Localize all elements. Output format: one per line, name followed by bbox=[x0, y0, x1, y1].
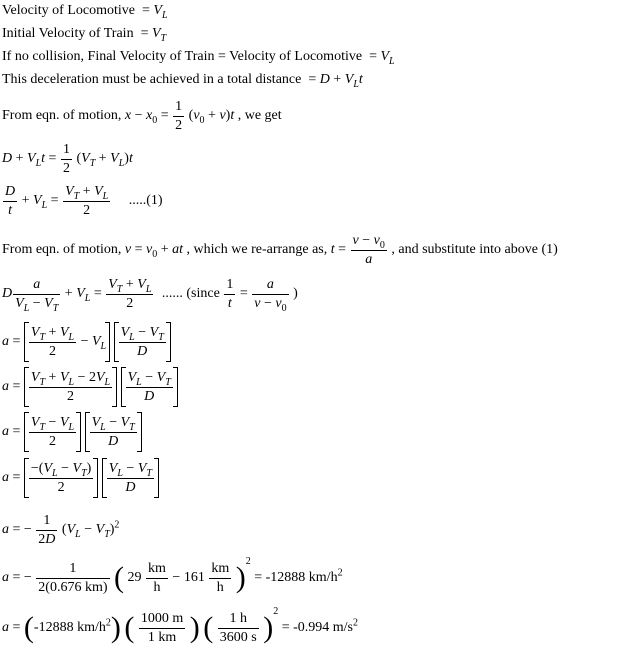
value-accel-kmh2-repeat: -12888 km/h bbox=[33, 620, 106, 635]
equation-tag: .....(1) bbox=[128, 193, 163, 208]
text-since: ...... (since bbox=[161, 286, 220, 301]
line-equation-9: D $\frac{a}{V_L - V_T}$ + $V_L$ = $\frac{V_T + V_L}{2}$ ...... (since $\frac{1}{t}$ = $\frac{a}{v - v_0}$ ) bbox=[2, 277, 298, 314]
line-equation-15: a = − $\frac{1}{2(0.676 km)}$ ( 29 $\frac{km}{h}$ − 161 $\frac{km}{h}$ )$^2$ = -12888 $km/h^2$ bbox=[2, 555, 343, 595]
text-no-collision: If no collision, Final Velocity of Train = Velocity of Locomotive bbox=[2, 49, 363, 64]
value-accel-ms2: -0.994 m/s bbox=[293, 620, 353, 635]
text-total-distance: This deceleration must be achieved in a total distance bbox=[2, 72, 302, 87]
line-eqn-motion-1: From eqn. of motion, $x - x_0$ = $\frac{1}{2}$ $(v_0 + v)t$ , we get bbox=[2, 99, 282, 133]
text-close-paren: ) bbox=[293, 286, 298, 301]
line-equation-10: a = $\frac{V_T + V_L}{2}$ − $V_L$ $\frac{V_L - V_T}{D}$ bbox=[2, 322, 171, 362]
text-velocity-locomotive: Velocity of Locomotive bbox=[2, 3, 135, 18]
value-distance: 0.676 km bbox=[49, 579, 103, 595]
unit-km-1: km bbox=[146, 560, 168, 579]
text-eqn-motion-2: From eqn. of motion, bbox=[2, 242, 122, 257]
line-eqn-motion-2: From eqn. of motion, $v = v_0$ + at , which we re-arrange as, t = $\frac{v - v_0}{a}$ , and substitute into above (1) bbox=[2, 233, 558, 267]
line-equation-12: a = $\frac{V_T - V_L}{2}$ $\frac{V_L - V_T}{D}$ bbox=[2, 412, 142, 452]
line-initial-velocity-train: Initial Velocity of Train = $V_T$ bbox=[2, 26, 167, 44]
line-velocity-locomotive: Velocity of Locomotive = $V_L$ bbox=[2, 3, 168, 21]
text-eqn-motion-1: From eqn. of motion, bbox=[2, 108, 122, 123]
text-initial-velocity-train: Initial Velocity of Train bbox=[2, 26, 134, 41]
line-equation-13: a = $\frac{-(V_L - V_T)}{2}$ $\frac{V_L - V_T}{D}$ bbox=[2, 458, 159, 498]
line-total-distance: This deceleration must be achieved in a total distance = $D + V_Lt$ bbox=[2, 72, 363, 90]
value-train-velocity: 29 bbox=[127, 570, 142, 585]
conv-1h: 1 h bbox=[218, 610, 259, 629]
value-accel-kmh2: -12888 km/h bbox=[265, 570, 338, 585]
line-equation-6: $D + V_Lt$ = $\frac{1}{2}$ $(V_T + V_L)t$ bbox=[2, 142, 133, 176]
conv-3600s: 3600 s bbox=[219, 629, 257, 645]
line-no-collision: If no collision, Final Velocity of Train = Velocity of Locomotive = $V_L$ bbox=[2, 49, 395, 67]
line-equation-11: a = $\frac{V_T + V_L - 2V_L}{2}$ $\frac{V_L - V_T}{D}$ bbox=[2, 367, 178, 407]
conv-1km: 1 km bbox=[147, 629, 177, 645]
conv-1000m: 1000 m bbox=[139, 610, 185, 629]
line-equation-16: a = (-12888 $km/h^2$) ( $\frac{1000 m}{1 km}$ ) ( $\frac{1 h}{3600 s}$ )$^2$ = -0.994 $m/s^2$ bbox=[2, 605, 358, 645]
line-equation-14: a = − $\frac{1}{2D}$ $(V_L - V_T)^2$ bbox=[2, 513, 120, 547]
text-we-get: , we get bbox=[237, 108, 282, 123]
unit-h-2: h bbox=[216, 579, 224, 595]
text-rearrange: , which we re-arrange as, bbox=[186, 242, 328, 257]
value-loco-velocity: 161 bbox=[183, 570, 205, 585]
unit-h-1: h bbox=[153, 579, 161, 595]
line-equation-1: $\frac{D}{t}$ + $V_L$ = $\frac{V_T + V_L}{2}$ .....(1) bbox=[5, 184, 163, 218]
text-substitute: , and substitute into above (1) bbox=[391, 242, 558, 257]
unit-km-2: km bbox=[209, 560, 231, 579]
